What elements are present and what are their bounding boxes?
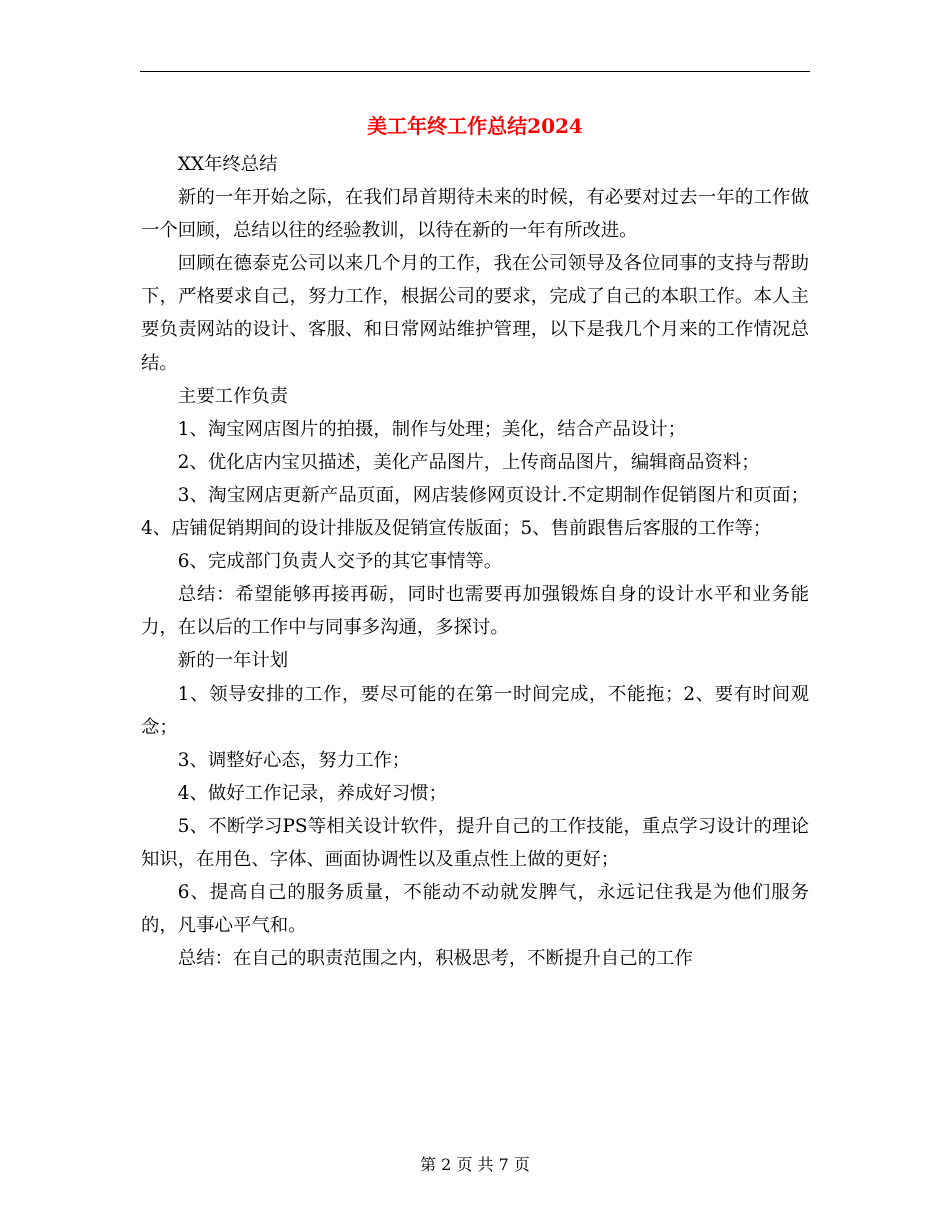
paragraph: XX年终总结 — [177, 154, 278, 175]
paragraph: 1、淘宝网店图片的拍摄，制作与处理；美化，结合产品设计； — [177, 418, 687, 440]
document-body — [141, 148, 809, 975]
header-rule — [140, 71, 810, 72]
paragraph: 5、不断学习PS等相关设计软件，提升自己的工作技能，重点学习设计的理论知识，在用色、字体、画面协调性以及重点性上做的更好； — [141, 815, 809, 870]
paragraph: 6、完成部门负责人交予的其它事情等。 — [177, 551, 503, 573]
paragraph: 6、提高自己的服务质量，不能动不动就发脾气，永远记住我是为他们服务的，凡事心平气和。 — [141, 882, 809, 937]
paragraph: 3、淘宝网店更新产品页面，网店装修网页设计.不定期制作促销图片和页面；4、店铺促销期间的设计排版及促销宣传版面；5、售前跟售后客服的工作等； — [141, 484, 809, 540]
paragraph: 总结：在自己的职责范围之内，积极思考，不断提升自己的工作 — [177, 948, 693, 970]
paragraph: 回顾在德泰克公司以来几个月的工作，我在公司领导及各位同事的支持与帮助下，严格要求自己，努力工作，根据公司的要求，完成了自己的本职工作。本人主要负责网站的设计、客服、和日常网站维护管理，以下是我几个月来的工作情况总结。 — [141, 253, 809, 374]
paragraph: 1、领导安排的工作，要尽可能的在第一时间完成，不能拖；2、要有时间观念； — [141, 683, 809, 738]
page-number: 第 2 页 共 7 页 — [420, 1155, 530, 1174]
paragraph: 新的一年计划 — [177, 650, 289, 672]
paragraph: 主要工作负责 — [177, 385, 289, 407]
paragraph: 3、调整好心态，努力工作； — [177, 749, 411, 771]
document-title: 美工年终工作总结2024 — [367, 114, 583, 138]
paragraph: 2、优化店内宝贝描述，美化产品图片，上传商品图片，编辑商品资料； — [177, 451, 760, 473]
paragraph: 新的一年开始之际，在我们昂首期待未来的时候，有必要对过去一年的工作做一个回顾，总结以往的经验教训，以待在新的一年有所改进。 — [141, 187, 809, 242]
paragraph: 4、做好工作记录，养成好习惯； — [177, 782, 447, 804]
paragraph: 总结：希望能够再接再砺，同时也需要再加强锻炼自身的设计水平和业务能力，在以后的工作中与同事多沟通，多探讨。 — [141, 584, 809, 639]
